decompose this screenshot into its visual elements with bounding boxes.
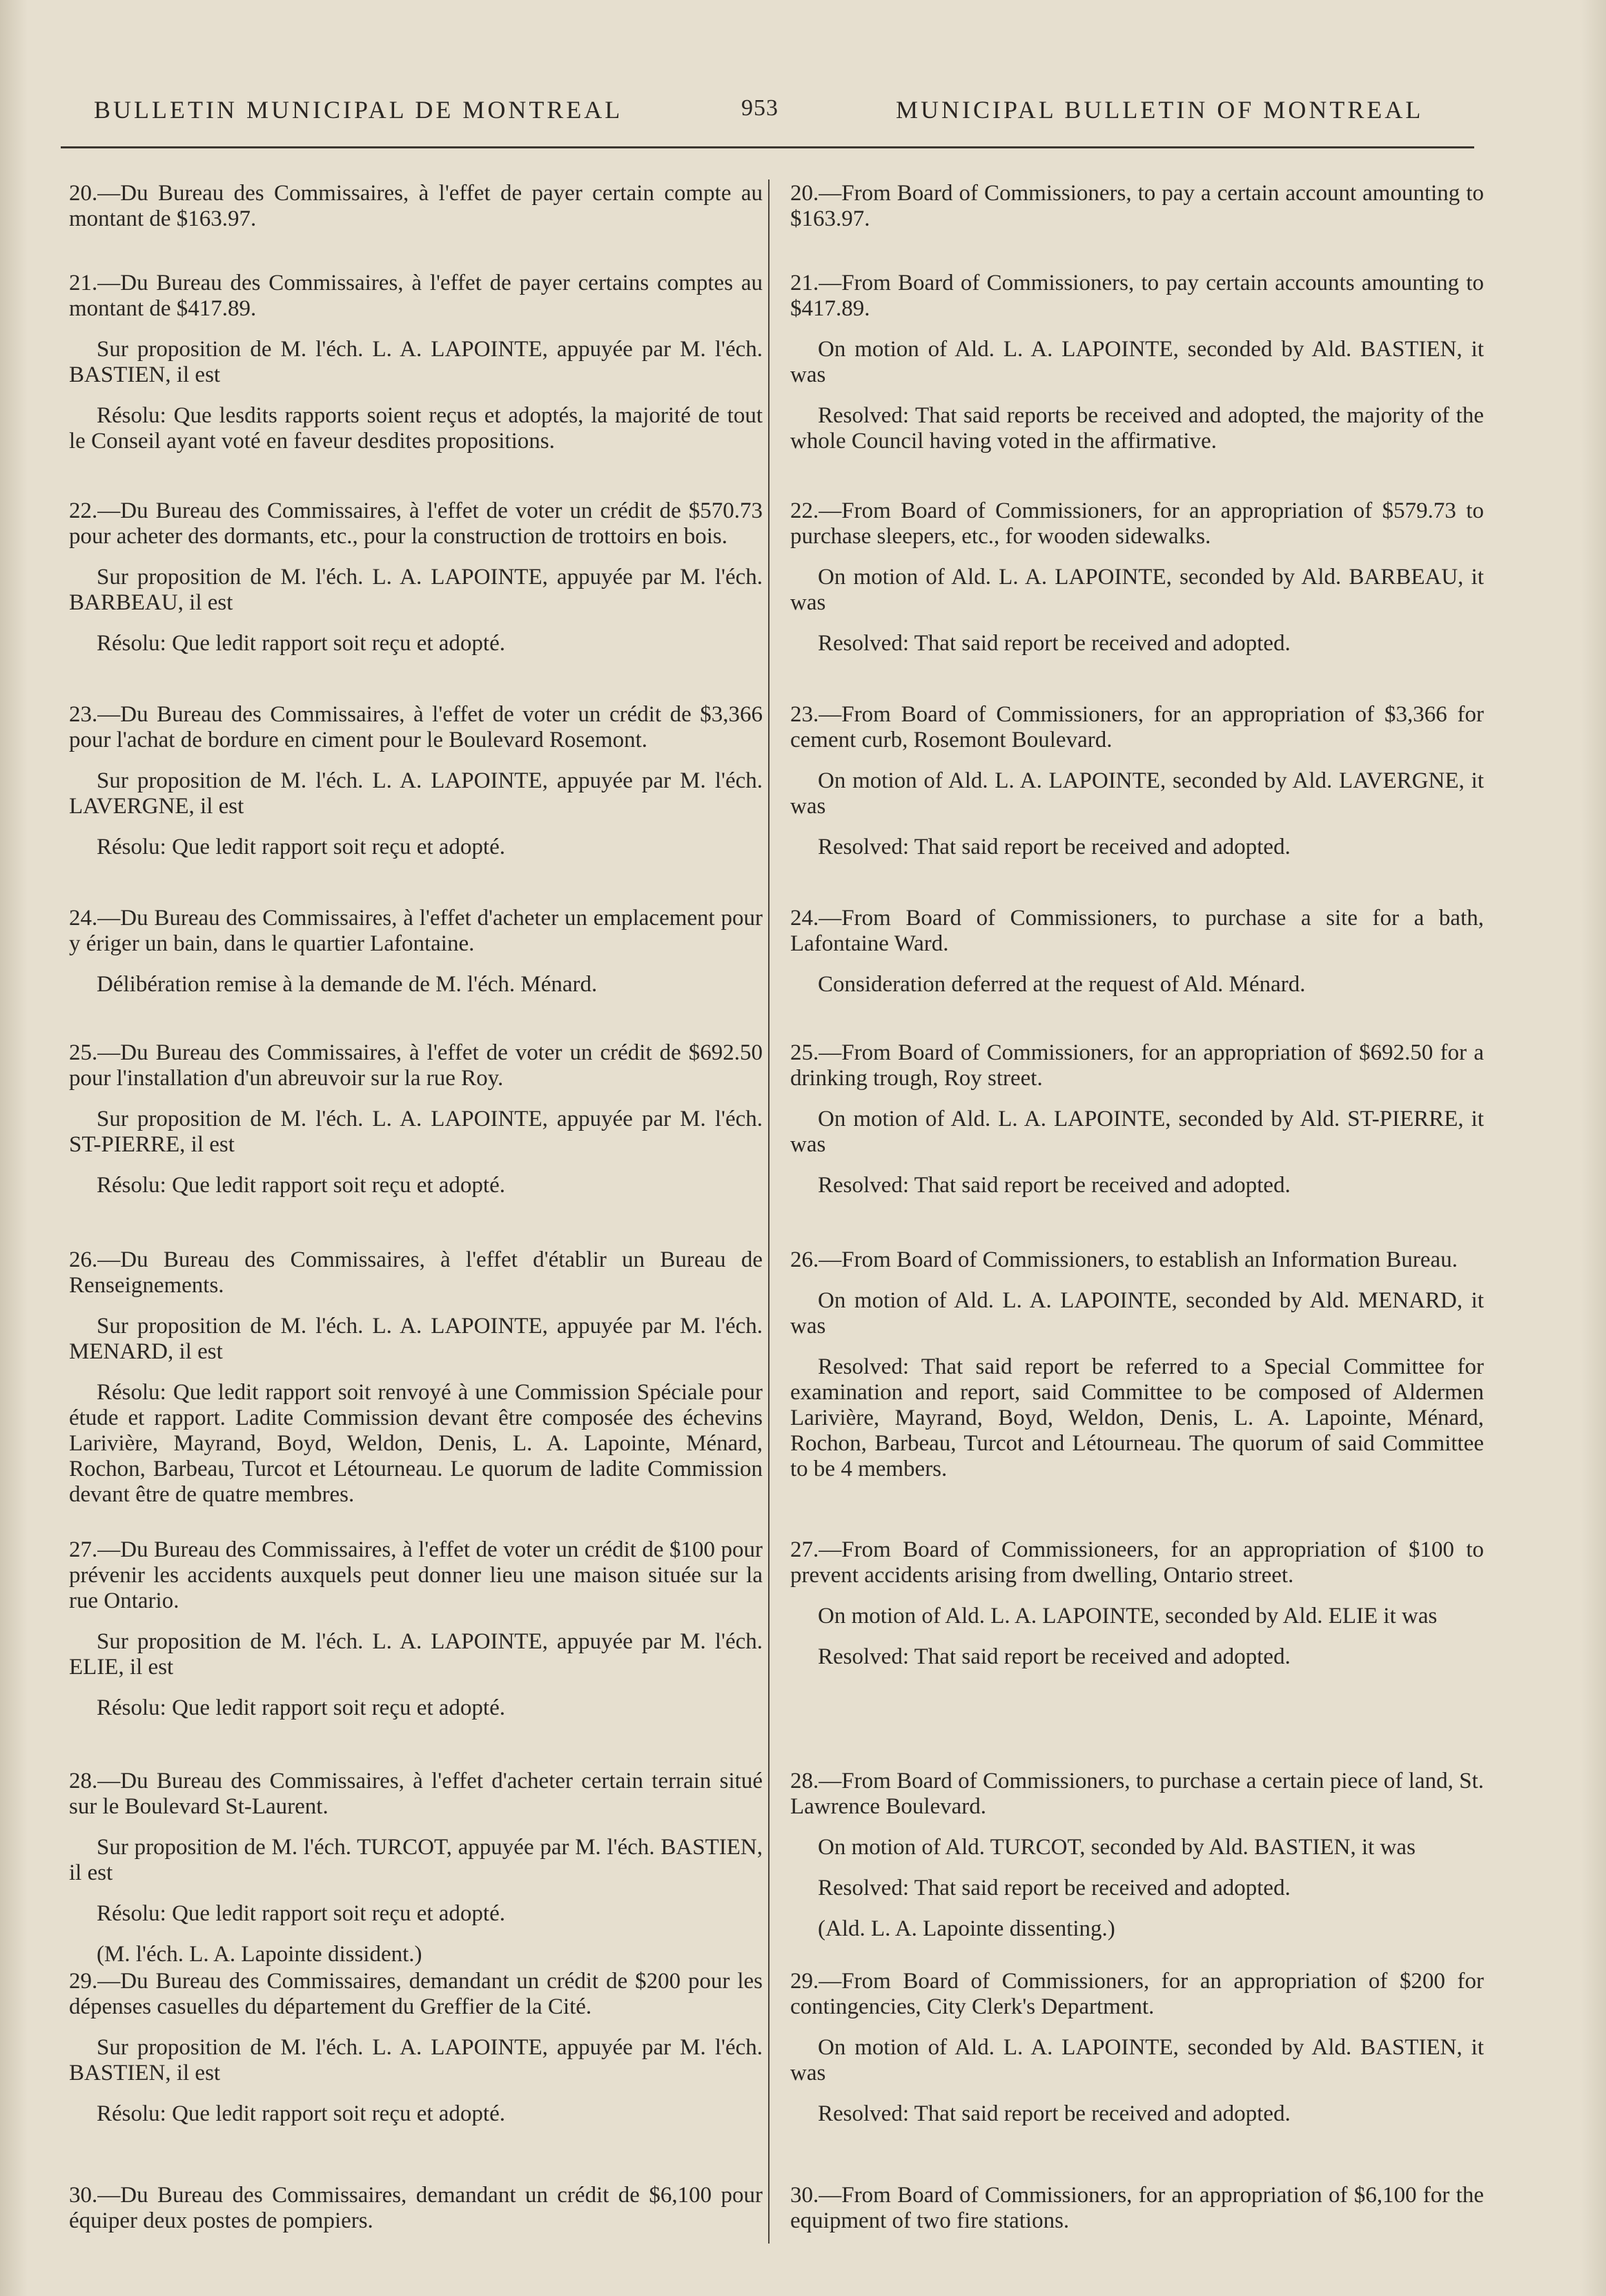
french-paragraph: 24.—Du Bureau des Commissaires, à l'effet d'acheter un emplacement pour y ériger un bain, dans le quartier Lafontaine. <box>69 906 763 956</box>
french-item <box>69 271 763 454</box>
english-paragraph: 27.—From Board of Commissioneers, for an appropriation of $100 to prevent accidents arising from dwelling, Ontario street. <box>790 1537 1484 1588</box>
english-paragraph: 29.—From Board of Commissioners, for an appropriation of $200 for contingencies, City Clerk's Department. <box>790 1969 1484 2019</box>
french-paragraph: Résolu: Que ledit rapport soit reçu et adopté. <box>97 1695 506 1720</box>
french-item <box>69 702 763 860</box>
english-item <box>790 1969 1484 2127</box>
english-paragraph: On motion of Ald. L. A. LAPOINTE, seconded by Ald. ELIE it was <box>818 1604 1438 1628</box>
french-item <box>69 1247 763 1508</box>
french-paragraph: Résolu: Que ledit rapport soit reçu et adopté. <box>97 1901 506 1926</box>
french-paragraph: Sur proposition de M. l'éch. L. A. LAPOINTE, appuyée par M. l'éch. BASTIEN, il est <box>69 2035 763 2085</box>
english-paragraph: On motion of Ald. L. A. LAPOINTE, seconded by Ald. BASTIEN, it was <box>790 337 1484 387</box>
french-paragraph: 28.—Du Bureau des Commissaires, à l'effet d'acheter certain terrain situé sur le Boulevard St-Laurent. <box>69 1769 763 1819</box>
french-paragraph: 27.—Du Bureau des Commissaires, à l'effet de voter un crédit de $100 pour prévenir les accidents auxquels peut donner lieu une maison située sur la rue Ontario. <box>69 1537 763 1613</box>
english-paragraph: 20.—From Board of Commissioners, to pay a certain account amounting to $163.97. <box>790 181 1484 231</box>
english-item <box>790 906 1484 998</box>
french-paragraph: Résolu: Que ledit rapport soit reçu et adopté. <box>97 631 506 656</box>
header-english-title: MUNICIPAL BULLETIN OF MONTREAL <box>896 96 1424 124</box>
english-paragraph: Consideration deferred at the request of Ald. Ménard. <box>818 972 1306 997</box>
english-paragraph: Resolved: That said report be received and adopted. <box>818 2101 1291 2126</box>
french-paragraph: 29.—Du Bureau des Commissaires, demandant un crédit de $200 pour les dépenses casuelles du département du Greffier de la Cité. <box>69 1969 763 2019</box>
english-paragraph: 24.—From Board of Commissioners, to purchase a site for a bath, Lafontaine Ward. <box>790 906 1484 956</box>
english-item <box>790 2183 1484 2234</box>
french-paragraph: Sur proposition de M. l'éch. L. A. LAPOINTE, appuyée par M. l'éch. BARBEAU, il est <box>69 565 763 615</box>
french-paragraph: Sur proposition de M. l'éch. TURCOT, appuyée par M. l'éch. BASTIEN, il est <box>69 1835 763 1885</box>
english-paragraph: On motion of Ald. L. A. LAPOINTE, seconded by Ald. MENARD, it was <box>790 1288 1484 1339</box>
header-rule <box>61 146 1474 148</box>
french-paragraph: Résolu: Que ledit rapport soit reçu et adopté. <box>97 2101 506 2126</box>
english-item <box>790 498 1484 656</box>
french-item <box>69 906 763 998</box>
english-paragraph: 21.—From Board of Commissioners, to pay certain accounts amounting to $417.89. <box>790 271 1484 321</box>
english-item <box>790 181 1484 232</box>
french-item <box>69 1537 763 1721</box>
french-item <box>69 1769 763 1967</box>
column-divider <box>768 179 770 2244</box>
english-paragraph: (Ald. L. A. Lapointe dissenting.) <box>818 1916 1115 1941</box>
english-item <box>790 1537 1484 1670</box>
french-item <box>69 181 763 232</box>
english-item <box>790 1040 1484 1198</box>
french-paragraph: Résolu: Que ledit rapport soit renvoyé à une Commission Spéciale pour étude et rapport. Ladite Commission devant être composée des échevins Larivière, Mayrand, Boyd, Weldon, Denis, L. A. Lapointe, Ménard, Rochon, Barbeau, Turcot et Létourneau. Le quorum de ladite Commission devant être de quatre membres. <box>69 1380 763 1507</box>
french-paragraph: Résolu: Que ledit rapport soit reçu et adopté. <box>97 1173 506 1198</box>
english-paragraph: On motion of Ald. L. A. LAPOINTE, seconded by Ald. BASTIEN, it was <box>790 2035 1484 2085</box>
french-paragraph: 25.—Du Bureau des Commissaires, à l'effet de voter un crédit de $692.50 pour l'installation d'un abreuvoir sur la rue Roy. <box>69 1040 763 1091</box>
english-item <box>790 702 1484 860</box>
page-number: 953 <box>741 95 778 121</box>
french-paragraph: Sur proposition de M. l'éch. L. A. LAPOINTE, appuyée par M. l'éch. LAVERGNE, il est <box>69 768 763 819</box>
french-item <box>69 1040 763 1198</box>
english-paragraph: On motion of Ald. L. A. LAPOINTE, seconded by Ald. LAVERGNE, it was <box>790 768 1484 819</box>
french-paragraph: Sur proposition de M. l'éch. L. A. LAPOINTE, appuyée par M. l'éch. MENARD, il est <box>69 1314 763 1364</box>
english-paragraph: Resolved: That said report be received and adopted. <box>818 1876 1291 1900</box>
french-paragraph: Sur proposition de M. l'éch. L. A. LAPOINTE, appuyée par M. l'éch. ELIE, il est <box>69 1629 763 1680</box>
english-paragraph: On motion of Ald. L. A. LAPOINTE, seconded by Ald. BARBEAU, it was <box>790 565 1484 615</box>
french-paragraph: 22.—Du Bureau des Commissaires, à l'effet de voter un crédit de $570.73 pour acheter des dormants, etc., pour la construction de trottoirs en bois. <box>69 498 763 549</box>
french-item <box>69 498 763 656</box>
french-item <box>69 2183 763 2234</box>
english-paragraph: Resolved: That said report be received and adopted. <box>818 835 1291 859</box>
french-paragraph: 21.—Du Bureau des Commissaires, à l'effet de payer certains comptes au montant de $417.89. <box>69 271 763 321</box>
english-item <box>790 1769 1484 1942</box>
header-french-title: BULLETIN MUNICIPAL DE MONTREAL <box>94 96 623 124</box>
english-paragraph: Resolved: That said report be received and adopted. <box>818 1173 1291 1198</box>
english-paragraph: 28.—From Board of Commissioners, to purchase a certain piece of land, St. Lawrence Boulevard. <box>790 1769 1484 1819</box>
english-paragraph: Resolved: That said report be referred to a Special Committee for examination and report, said Committee to be composed of Aldermen Larivière, Mayrand, Boyd, Weldon, Denis, L. A. Lapointe, Ménard, Rochon, Barbeau, Turcot and Létourneau. The quorum of said Committee to be 4 members. <box>790 1354 1484 1481</box>
french-paragraph: Sur proposition de M. l'éch. L. A. LAPOINTE, appuyée par M. l'éch. BASTIEN, il est <box>69 337 763 387</box>
french-paragraph: 20.—Du Bureau des Commissaires, à l'effet de payer certain compte au montant de $163.97. <box>69 181 763 231</box>
french-paragraph: Résolu: Que lesdits rapports soient reçus et adoptés, la majorité de tout le Conseil ayant voté en faveur desdites propositions. <box>69 403 763 454</box>
french-paragraph: Résolu: Que ledit rapport soit reçu et adopté. <box>97 835 506 859</box>
french-paragraph: 23.—Du Bureau des Commissaires, à l'effet de voter un crédit de $3,366 pour l'achat de bordure en ciment pour le Boulevard Rosemont. <box>69 702 763 752</box>
english-item <box>790 1247 1484 1482</box>
french-item <box>69 1969 763 2127</box>
english-paragraph: 25.—From Board of Commissioners, for an appropriation of $692.50 for a drinking trough, Roy street. <box>790 1040 1484 1091</box>
english-paragraph: On motion of Ald. TURCOT, seconded by Ald. BASTIEN, it was <box>818 1835 1416 1860</box>
english-paragraph: 26.—From Board of Commissioners, to establish an Information Bureau. <box>790 1247 1458 1272</box>
english-paragraph: 30.—From Board of Commissioners, for an appropriation of $6,100 for the equipment of two fire stations. <box>790 2183 1484 2233</box>
english-paragraph: On motion of Ald. L. A. LAPOINTE, seconded by Ald. ST-PIERRE, it was <box>790 1107 1484 1157</box>
french-paragraph: 30.—Du Bureau des Commissaires, demandant un crédit de $6,100 pour équiper deux postes de pompiers. <box>69 2183 763 2233</box>
french-paragraph: Délibération remise à la demande de M. l'éch. Ménard. <box>97 972 598 997</box>
english-item <box>790 271 1484 454</box>
french-paragraph: Sur proposition de M. l'éch. L. A. LAPOINTE, appuyée par M. l'éch. ST-PIERRE, il est <box>69 1107 763 1157</box>
english-paragraph: Resolved: That said reports be received and adopted, the majority of the whole Council having voted in the affirmative. <box>790 403 1484 454</box>
french-paragraph: (M. l'éch. L. A. Lapointe dissident.) <box>97 1942 422 1967</box>
english-paragraph: 23.—From Board of Commissioners, for an appropriation of $3,366 for cement curb, Rosemont Boulevard. <box>790 702 1484 752</box>
english-paragraph: 22.—From Board of Commissioners, for an appropriation of $579.73 to purchase sleepers, etc., for wooden sidewalks. <box>790 498 1484 549</box>
french-paragraph: 26.—Du Bureau des Commissaires, à l'effet d'établir un Bureau de Renseignements. <box>69 1247 763 1298</box>
english-paragraph: Resolved: That said report be received and adopted. <box>818 1644 1291 1669</box>
english-paragraph: Resolved: That said report be received and adopted. <box>818 631 1291 656</box>
